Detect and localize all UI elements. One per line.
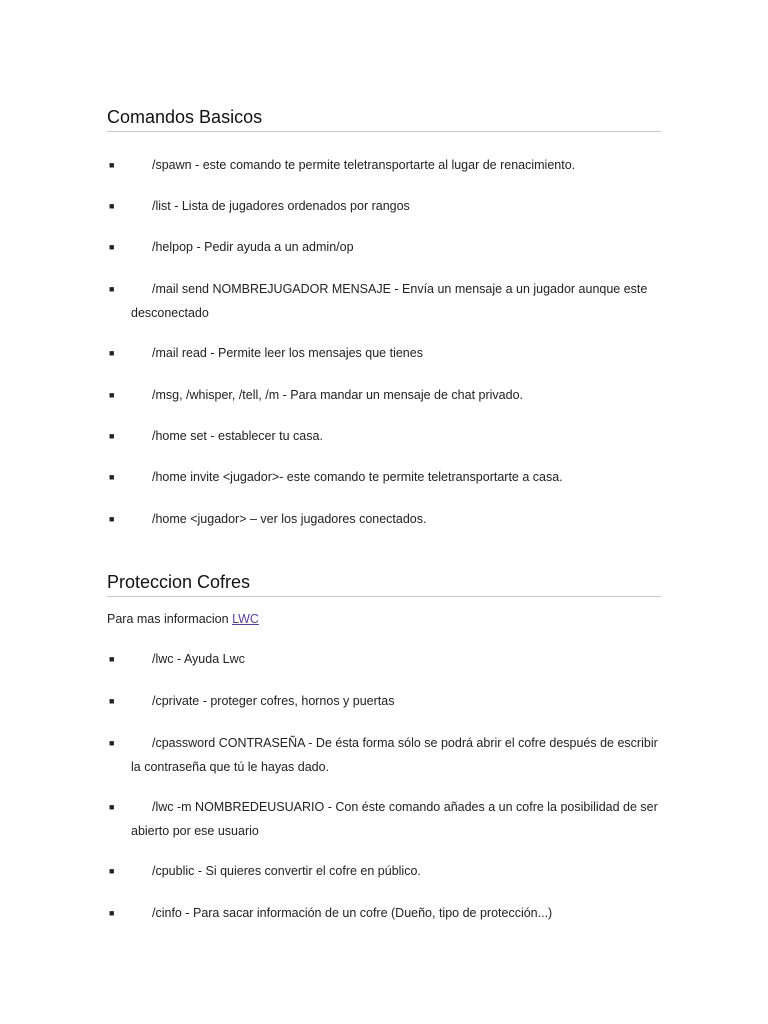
- command-text: /home set - establecer tu casa.: [152, 429, 323, 443]
- list-item: [107, 901, 661, 925]
- list-item: [107, 194, 661, 218]
- lwc-link[interactable]: LWC: [232, 612, 259, 626]
- intro-paragraph: [107, 609, 259, 629]
- command-text: /cpublic - Si quieres convertir el cofre en público.: [152, 864, 421, 878]
- command-text: /cprivate - proteger cofres, hornos y puertas: [152, 694, 395, 708]
- bullet-icon: ■: [109, 696, 115, 706]
- bullet-icon: ■: [109, 472, 115, 482]
- bullet-icon: ■: [109, 431, 115, 441]
- command-text: /cinfo - Para sacar información de un cofre (Dueño, tipo de protección...): [152, 906, 553, 920]
- list-item: [107, 647, 661, 671]
- command-text: /lwc - Ayuda Lwc: [152, 652, 245, 666]
- bullet-icon: ■: [109, 738, 115, 748]
- bullet-icon: ■: [109, 908, 115, 918]
- bullet-icon: ■: [109, 514, 115, 524]
- section-title-comandos-basicos: Comandos Basicos: [107, 106, 661, 132]
- list-item: [107, 424, 661, 448]
- bullet-icon: ■: [109, 866, 115, 876]
- list-item: [107, 465, 661, 489]
- command-text: /helpop - Pedir ayuda a un admin/op: [152, 240, 354, 254]
- section-title-proteccion-cofres: Proteccion Cofres: [107, 571, 661, 597]
- bullet-icon: ■: [109, 654, 115, 664]
- command-text: /spawn - este comando te permite teletransportarte al lugar de renacimiento.: [152, 158, 576, 172]
- list-item: [107, 507, 661, 531]
- command-text: /mail read - Permite leer los mensajes que tienes: [152, 346, 423, 360]
- list-item: [107, 859, 661, 883]
- intro-text: Para mas informacion: [107, 612, 233, 626]
- bullet-icon: ■: [109, 802, 115, 812]
- bullet-icon: ■: [109, 284, 115, 294]
- list-item: [107, 689, 661, 713]
- bullet-icon: ■: [109, 390, 115, 400]
- command-text: /home invite <jugador>- este comando te permite teletransportarte a casa.: [152, 470, 563, 484]
- bullet-icon: ■: [109, 348, 115, 358]
- command-text: /home <jugador> – ver los jugadores conectados.: [152, 512, 427, 526]
- bullet-icon: ■: [109, 242, 115, 252]
- bullet-icon: ■: [109, 201, 115, 211]
- list-item: [107, 153, 661, 177]
- command-text: /cpassword CONTRASEÑA - De ésta forma sólo se podrá abrir el cofre después de escribir la contraseña que tú le hayas dado.: [131, 736, 658, 774]
- list-item: [107, 383, 661, 407]
- list-item: [107, 235, 661, 259]
- command-text: /msg, /whisper, /tell, /m - Para mandar un mensaje de chat privado.: [152, 388, 524, 402]
- list-item: [107, 341, 661, 365]
- command-text: /mail send NOMBREJUGADOR MENSAJE - Envía un mensaje a un jugador aunque este desconectado: [131, 282, 648, 320]
- command-text: /lwc -m NOMBREDEUSUARIO - Con éste comando añades a un cofre la posibilidad de ser abierto por ese usuario: [131, 800, 658, 838]
- bullet-icon: ■: [109, 160, 115, 170]
- list-item: [107, 731, 661, 779]
- command-text: /list - Lista de jugadores ordenados por rangos: [152, 199, 410, 213]
- list-item: [107, 795, 661, 843]
- list-item: [107, 277, 661, 325]
